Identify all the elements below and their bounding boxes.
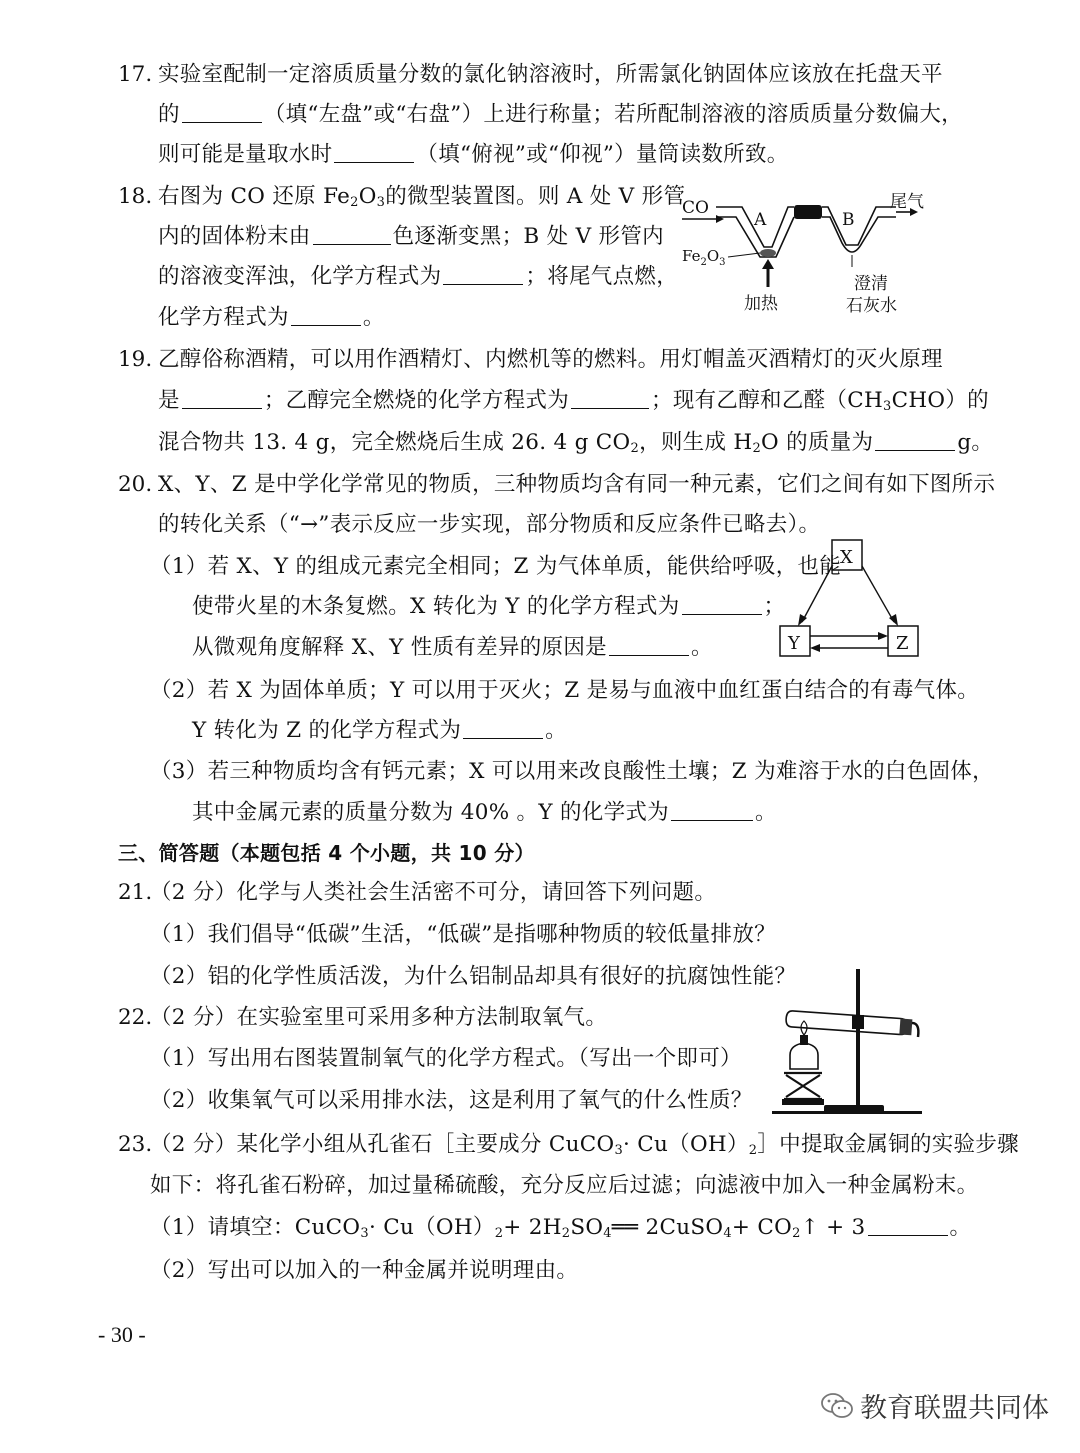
q18-sub: 2	[350, 195, 359, 210]
q18-line4	[158, 303, 385, 333]
q23-text: （1）请填空：CuCO	[150, 1215, 361, 1240]
watermark	[820, 1386, 1049, 1425]
q20-part2-line2	[192, 716, 567, 746]
q20-part1-line1: （1）若 X、Y 的组成元素完全相同；Z 为气体单质，能供给呼吸，也能	[150, 554, 842, 579]
q18-blank1	[313, 224, 391, 245]
q19-sub: 2	[630, 441, 640, 456]
q20-part1-line2	[192, 592, 785, 622]
q20-text: 其中金属元素的质量分数为 40% 。Y 的化学式为	[192, 800, 669, 825]
q23-part2: （2）写出可以加入的一种金属并说明理由。	[150, 1258, 579, 1283]
q20-text: 从微观角度解释 X、Y 性质有差异的原因是	[192, 635, 607, 660]
q23-text: + CO	[731, 1215, 793, 1240]
q23-text: 。	[949, 1215, 972, 1240]
q19-text: ；乙醇完全燃烧的化学方程式为	[263, 388, 570, 413]
q18-blank3	[291, 305, 361, 326]
q20-blank2	[609, 635, 689, 656]
q17-text: （填“俯视”或“仰视”）量筒读数所致。	[416, 142, 789, 167]
q23-text: ══ 2CuSO	[611, 1215, 724, 1240]
q19-line3	[158, 428, 993, 464]
q20-text: 。	[755, 800, 777, 825]
q23-line1	[150, 1130, 1019, 1166]
q18-text: 化学方程式为	[158, 305, 289, 330]
x-label: X	[840, 547, 853, 568]
q23-text: · Cu（OH）	[623, 1132, 749, 1157]
q21-line1: （2 分）化学与人类社会生活密不可分，请回答下列问题。	[150, 880, 717, 905]
q18-line1	[158, 182, 685, 218]
q20-text: 使带火星的木条复燃。X 转化为 Y 的化学方程式为	[192, 594, 680, 619]
q19-sub: 3	[883, 399, 892, 414]
co-reduction-apparatus-diagram	[672, 185, 942, 320]
q21-number: 21.	[118, 880, 153, 905]
oxygen-apparatus-diagram	[770, 965, 930, 1117]
q20-line1: X、Y、Z 是中学化学常见的物质，三种物质均含有同一种元素，它们之间有如下图所示	[158, 472, 996, 497]
q23-line2: 如下：将孔雀石粉碎，加过量稀硫酸，充分反应后过滤；向滤液中加入一种金属粉末。	[150, 1173, 979, 1198]
q17-number: 17.	[118, 62, 153, 87]
q22-part1: （1）写出用右图装置制氧气的化学方程式。（写出一个即可）	[150, 1046, 742, 1071]
q17-blank2	[334, 142, 414, 163]
q23-sub: 4	[723, 1226, 732, 1241]
q17-text: 的	[158, 102, 180, 127]
q19-line2	[158, 386, 989, 422]
q20-text: ；	[763, 594, 786, 619]
q19-text: 是	[158, 388, 180, 413]
q18-text: 。	[362, 305, 385, 330]
q18-text: O	[358, 184, 377, 209]
q17-blank1	[182, 102, 262, 123]
b-label: B	[842, 210, 855, 230]
q23-number: 23.	[118, 1132, 153, 1157]
q23-sub: 3	[360, 1226, 369, 1241]
q17-line1: 实验室配制一定溶质质量分数的氯化钠溶液时，所需氯化钠固体应该放在托盘天平	[158, 62, 943, 87]
q18-text: 的微型装置图。则 A 处 V 形管	[385, 184, 686, 209]
fe2o3-label: $Fe_2O_3$	[682, 247, 726, 268]
a-label: A	[754, 210, 767, 230]
q23-sub: 4	[603, 1226, 612, 1241]
lime-water-label-1: 澄清	[854, 274, 888, 294]
q23-sub: 3	[614, 1143, 624, 1158]
q18-sub: 3	[376, 195, 386, 210]
section3-title: 三、简答题（本题包括 4 个小题，共 10 分）	[118, 841, 535, 865]
q17-line3	[158, 140, 789, 170]
q17-line2	[158, 100, 963, 130]
q20-part1-line3	[192, 633, 713, 663]
z-label: Z	[896, 633, 909, 654]
q20-blank1	[682, 594, 762, 615]
q20-text: 。	[545, 718, 567, 743]
page-number: - 30 -	[98, 1322, 146, 1347]
q18-text: 色逐渐变黑；B 处 V 形管内	[392, 224, 664, 249]
q23-part1	[150, 1213, 971, 1249]
q22-number: 22.	[118, 1005, 153, 1030]
heat-label: 加热	[744, 294, 778, 314]
q18-blank2	[443, 264, 523, 285]
wechat-icon	[820, 1391, 854, 1421]
q23-text: SO	[570, 1215, 604, 1240]
xyz-conversion-diagram	[770, 538, 930, 668]
q18-text: 右图为 CO 还原 Fe	[158, 184, 351, 209]
q18-text: ；将尾气点燃，	[525, 264, 679, 289]
q20-part2-line1: （2）若 X 为固体单质；Y 可以用于灭火；Z 是易与血液中血红蛋白结合的有毒气体。	[150, 678, 980, 703]
q18-text: 内的固体粉末由	[158, 224, 311, 249]
q19-text: O 的质量为	[761, 430, 874, 455]
q22-line1: （2 分）在实验室里可采用多种方法制取氧气。	[150, 1005, 608, 1030]
q18-line2	[158, 222, 664, 252]
q23-text: · Cu（OH）	[368, 1215, 495, 1240]
q23-text: （2 分）某化学小组从孔雀石［主要成分 CuCO	[150, 1132, 615, 1157]
q19-number: 19.	[118, 347, 153, 372]
q20-text: Y 转化为 Z 的化学方程式为	[192, 718, 462, 743]
q19-text: CHO）的	[891, 388, 989, 413]
q20-text: 。	[690, 635, 713, 660]
q19-text: 混合物共 13. 4 g，完全燃烧后生成 26. 4 g CO	[158, 430, 631, 455]
q20-line2: 的转化关系（“→”表示反应一步实现，部分物质和反应条件已略去）。	[158, 512, 821, 537]
q21-part1: （1）我们倡导“低碳”生活，“低碳”是指哪种物质的较低量排放？	[150, 922, 776, 947]
q19-text: g。	[957, 430, 994, 455]
q20-part3-line1: （3）若三种物质均含有钙元素；X 可以用来改良酸性土壤；Z 为难溶于水的白色固体，	[150, 759, 994, 784]
co-label: CO	[682, 198, 709, 218]
q20-part3-line2	[192, 798, 777, 828]
tail-gas-label: 尾气	[890, 192, 924, 212]
q17-text: 则可能是量取水时	[158, 142, 333, 167]
q20-number: 20.	[118, 472, 153, 497]
q19-blank1	[182, 388, 262, 409]
q23-sub: 2	[561, 1226, 571, 1241]
q23-text: + 2H	[503, 1215, 562, 1240]
q19-sub: 2	[752, 441, 762, 456]
q19-line1: 乙醇俗称酒精，可以用作酒精灯、内燃机等的燃料。用灯帽盖灭酒精灯的灭火原理	[158, 347, 943, 372]
q18-number: 18.	[118, 184, 153, 209]
q23-sub: 2	[792, 1226, 801, 1241]
q23-sub: 2	[748, 1143, 758, 1158]
q18-text: 的溶液变浑浊，化学方程式为	[158, 264, 442, 289]
q23-text: ↑ + 3	[800, 1215, 866, 1240]
q19-blank3	[875, 430, 955, 451]
q19-blank2	[571, 388, 649, 409]
q22-part2: （2）收集氧气可以采用排水法，这是利用了氧气的什么性质？	[150, 1088, 753, 1113]
watermark-text: 教育联盟共同体	[860, 1393, 1049, 1424]
q23-text: ］中提取金属铜的实验步骤	[757, 1132, 1019, 1157]
q19-text: ，则生成 H	[639, 430, 753, 455]
q17-text: （填“左盘”或“右盘”）上进行称量；若所配制溶液的溶质质量分数偏大，	[263, 102, 963, 127]
q23-sub: 2	[494, 1226, 504, 1241]
q20-blank3	[463, 718, 543, 739]
q20-blank4	[671, 800, 753, 821]
lime-water-label-2: 石灰水	[846, 296, 897, 316]
q21-part2: （2）铝的化学性质活泼，为什么铝制品却具有很好的抗腐蚀性能？	[150, 964, 797, 989]
y-label: Y	[788, 633, 800, 654]
q23-blank1	[868, 1215, 948, 1236]
q18-line3	[158, 262, 678, 292]
q19-text: ；现有乙醇和乙醛（CH	[651, 388, 884, 413]
